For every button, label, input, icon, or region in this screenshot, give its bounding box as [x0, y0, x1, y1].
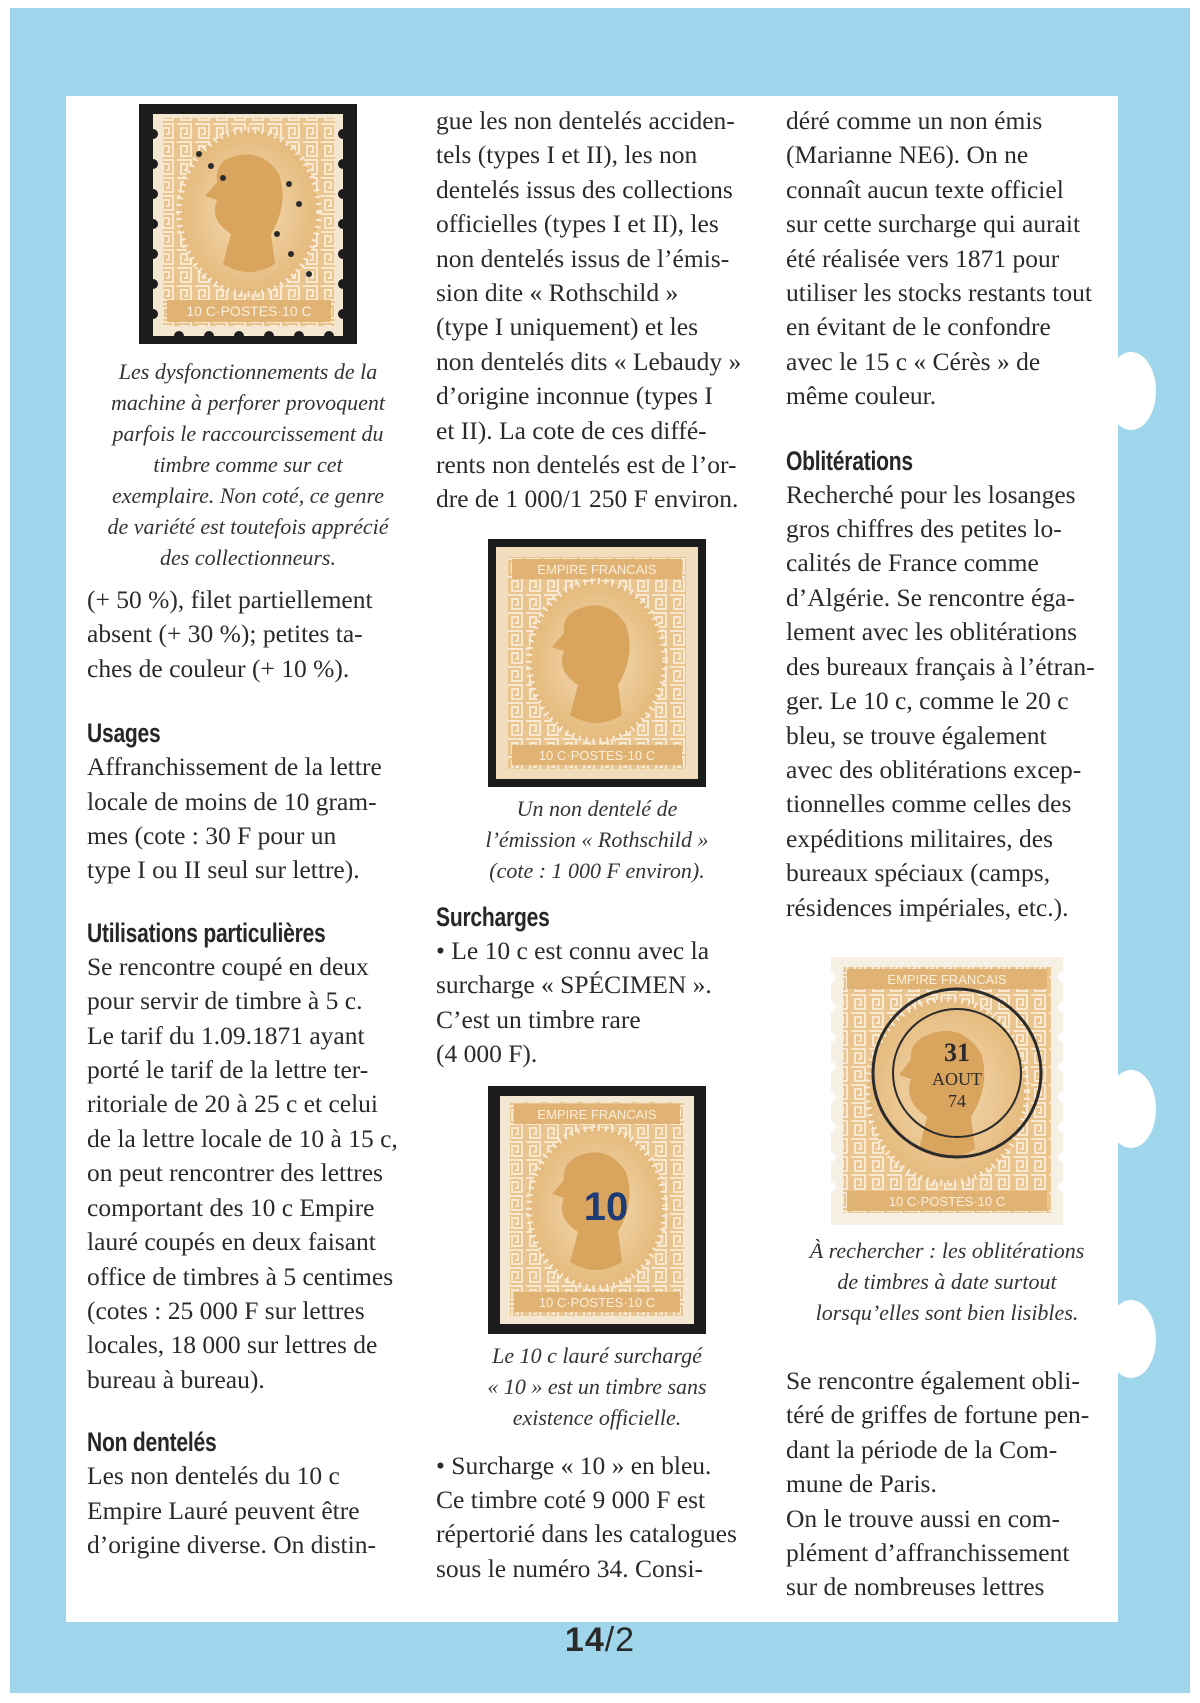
caption-cancel: À rechercher : les oblitérations de timbres à date surtout lorsqu’elles sont bien lisibles.: [809, 1237, 1085, 1325]
overprint-10-stamp-image: [488, 1086, 706, 1334]
paragraph-non-denteles: Les non dentelés du 10 c Empire Lauré peuvent être d’origine diverse. On distin-: [87, 1461, 376, 1559]
heading-obliterations: Oblitérations: [786, 445, 913, 476]
punch-hole: [1106, 352, 1156, 430]
rothschild-imperforate-stamp-image: [488, 539, 706, 787]
overprint-number: 10: [583, 1184, 629, 1229]
caption-rothschild: Un non dentelé de l’émission « Rothschild » (cote : 1 000 F environ).: [485, 795, 709, 883]
caption-perforation: Les dysfonctionnements de la machine à perforer provoquent parfois le raccourcissement du timbre comme sur cet exemplaire. Non coté, ce genre de variété est toutefois apprécié des collectionneurs.: [107, 359, 389, 570]
column-3: [786, 104, 1108, 1605]
paragraph-defects: (+ 50 %), filet partiellement absent (+ 30 %); petites ta- ches de couleur (+ 10 %).: [87, 585, 373, 683]
column-2: [436, 104, 758, 1586]
caption-overprint: Le 10 c lauré surchargé « 10 » est un timbre sans existence officielle.: [487, 1342, 707, 1430]
stamp-postes-text: 10 C·POSTES·10 C: [538, 1294, 656, 1310]
heading-utilisations: Utilisations particulières: [87, 917, 326, 948]
cancel-year: 74: [948, 1090, 966, 1111]
punch-hole: [1106, 1300, 1156, 1378]
perforated-stamp-image: [139, 104, 357, 344]
paragraph-obliterations: Recherché pour les losanges gros chiffres des petites lo- calités de France comme d’Algérie. Se rencontre éga- lement avec les oblitérations des bureaux français à l’étran- ger. Le 10 c, comme le 20 c bleu, se trouve également avec des oblitérations excep- tionnelles comme celles des expéditions militaires, des bureaux spéciaux (camps, résidences impériales, etc.).: [786, 479, 1095, 922]
cancel-month: AOUT: [932, 1068, 982, 1089]
dated-cancel-stamp-image: [831, 957, 1063, 1225]
stamp-empire-text: EMPIRE FRANCAIS: [887, 971, 1007, 987]
paragraph-non-denteles-cont: gue les non dentelés acciden- tels (types I et II), les non dentelés issus des collections officielles (types I et II), les non dentelés issus de l’émis- sion dite « Rothschild » (type I uniquement) et les non dentelés dits « Lebaudy » d’origine inconnue (types I et II). La cote de ces diffé- rents non dentelés est de l’or- dre de 1 000/1 250 F environ.: [436, 106, 742, 514]
paragraph-usages: Affranchissement de la lettre locale de moins de 10 gram- mes (cote : 30 F pour un type I ou II seul sur lettre).: [87, 752, 382, 885]
paragraph-utilisations: Se rencontre coupé en deux pour servir de timbre à 5 c. Le tarif du 1.09.1871 ayant porté le tarif de la lettre ter- ritoriale de 20 à 25 c et celui de la lettre locale de 10 à 15 c, on peut rencontrer des lettres comportant des 10 c Empire lauré coupés en deux faisant office de timbres à 5 centimes (cotes : 25 000 F sur lettres locales, 18 000 sur lettres de bureau à bureau).: [87, 951, 398, 1394]
heading-surcharges: Surcharges: [436, 901, 550, 932]
stamp-postes-text: 10 C·POSTES·10 C: [186, 303, 312, 319]
stamp-postes-text: 10 C·POSTES·10 C: [888, 1193, 1006, 1209]
stamp-postes-text: 10 C·POSTES·10 C: [538, 747, 656, 763]
stamp-empire-text: EMPIRE FRANCAIS: [537, 1106, 657, 1122]
heading-non-denteles: Non dentelés: [87, 1427, 217, 1458]
paragraph-overprint-cont: déré comme un non émis (Marianne NE6). On ne connaît aucun texte officiel sur cette surcharge qui aurait été réalisée vers 1871 pour utiliser les stocks restants tout en évitant de le confondre avec le 15 c « Cérès » de même couleur.: [786, 106, 1092, 411]
column-1: [87, 104, 409, 1562]
cancel-date: 31: [944, 1037, 970, 1067]
paragraph-griffes: Se rencontre également obli- téré de griffes de fortune pen- dant la période de la Com- mune de Paris. On le trouve aussi en com- plément d’affranchissement sur de nombreuses lettres: [786, 1365, 1090, 1602]
paragraph-specimen: • Le 10 c est connu avec la surcharge « SPÉCIMEN ». C’est un timbre rare (4 000 F).: [436, 935, 712, 1069]
heading-usages: Usages: [87, 718, 161, 749]
stamp-empire-text: EMPIRE FRANCAIS: [537, 561, 657, 577]
punch-hole: [1106, 1070, 1156, 1148]
paragraph-blue-overprint: • Surcharge « 10 » en bleu. Ce timbre coté 9 000 F est répertorié dans les catalogues sous le numéro 34. Consi-: [436, 1450, 737, 1583]
page-number: 14/2: [564, 1621, 636, 1659]
